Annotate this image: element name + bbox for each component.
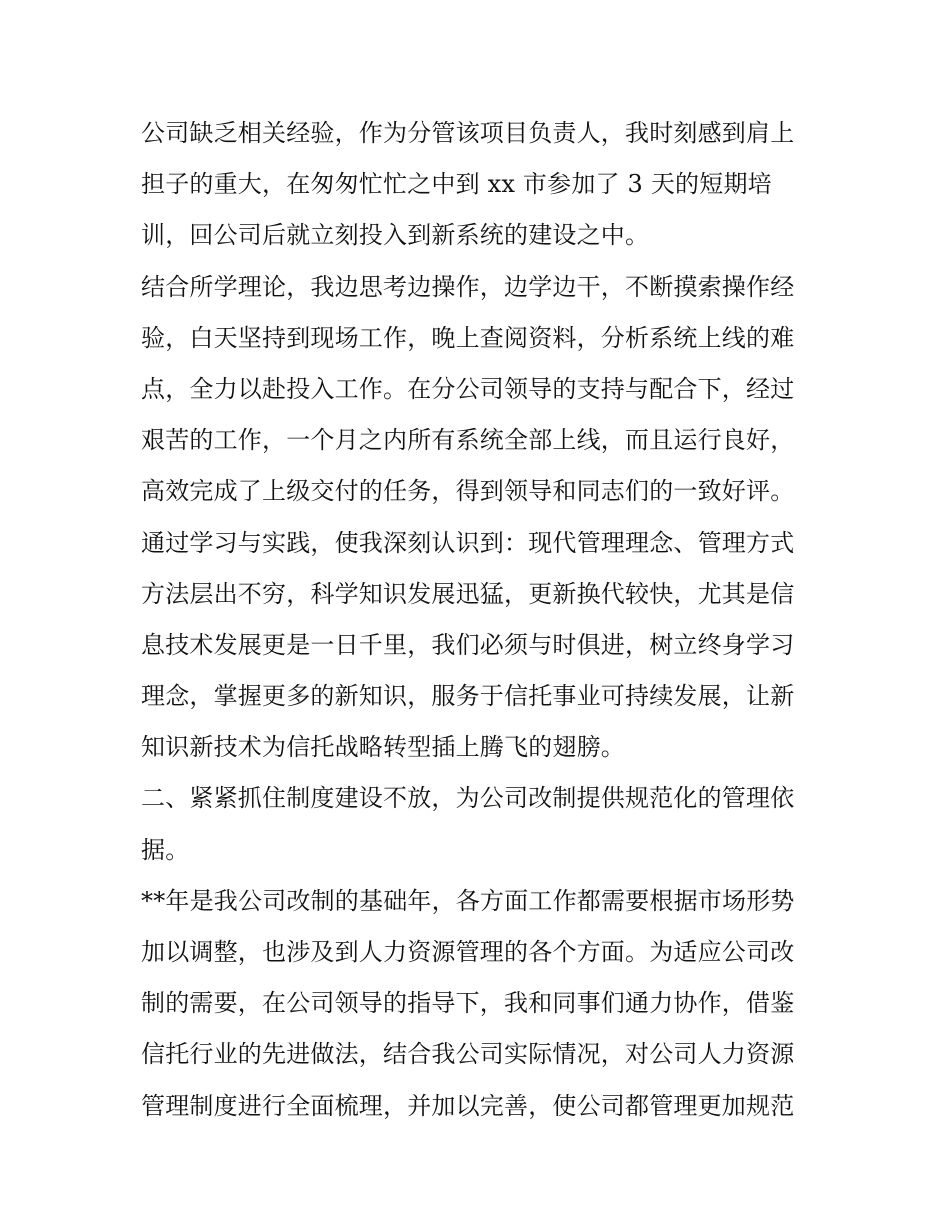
text-line: 点，全力以赴投入工作。在分公司领导的支持与配合下，经过 xyxy=(141,374,795,403)
text-line: 知识新技术为信托战略转型插上腾飞的翅膀。 xyxy=(141,733,625,762)
text-line: 验，白天坚持到现场工作，晚上查阅资料，分析系统上线的难 xyxy=(141,323,795,352)
text-line: 加以调整，也涉及到人力资源管理的各个方面。为适应公司改 xyxy=(141,938,795,966)
text-line: 制的需要，在公司领导的指导下，我和同事们通力协作，借鉴 xyxy=(141,989,795,1018)
text-line: 艰苦的工作，一个月之内所有系统全部上线，而且运行良好， xyxy=(141,426,795,455)
document-body xyxy=(141,108,821,1132)
section-heading-line: 据。 xyxy=(141,835,190,864)
text-line: 训，回公司后就立刻投入到新系统的建设之中。 xyxy=(141,221,650,250)
text-line: 公司缺乏相关经验，作为分管该项目负责人，我时刻感到肩上 xyxy=(141,119,795,147)
text-line: 结合所学理论，我边思考边操作，边学边干，不断摸索操作经 xyxy=(141,272,795,301)
text-line: 管理制度进行全面梳理，并加以完善，使公司都管理更加规范 xyxy=(141,1091,795,1120)
text-line: 担子的重大，在匆匆忙忙之中到 xx 市参加了 3 天的短期培 xyxy=(141,170,772,199)
text-line: **年是我公司改制的基础年，各方面工作都需要根据市场形势 xyxy=(141,886,795,915)
text-line: 通过学习与实践，使我深刻认识到：现代管理理念、管理方式 xyxy=(141,528,795,557)
text-line: 信托行业的先进做法，结合我公司实际情况，对公司人力资源 xyxy=(141,1040,795,1069)
text-line: 高效完成了上级交付的任务，得到领导和同志们的一致好评。 xyxy=(141,477,795,506)
text-line: 方法层出不穷，科学知识发展迅猛，更新换代较快，尤其是信 xyxy=(141,579,795,608)
text-line: 息技术发展更是一日千里，我们必须与时俱进，树立终身学习 xyxy=(141,630,795,659)
section-heading-line: 二、紧紧抓住制度建设不放，为公司改制提供规范化的管理依 xyxy=(141,784,795,813)
text-line: 理念，掌握更多的新知识，服务于信托事业可持续发展，让新 xyxy=(141,682,795,711)
